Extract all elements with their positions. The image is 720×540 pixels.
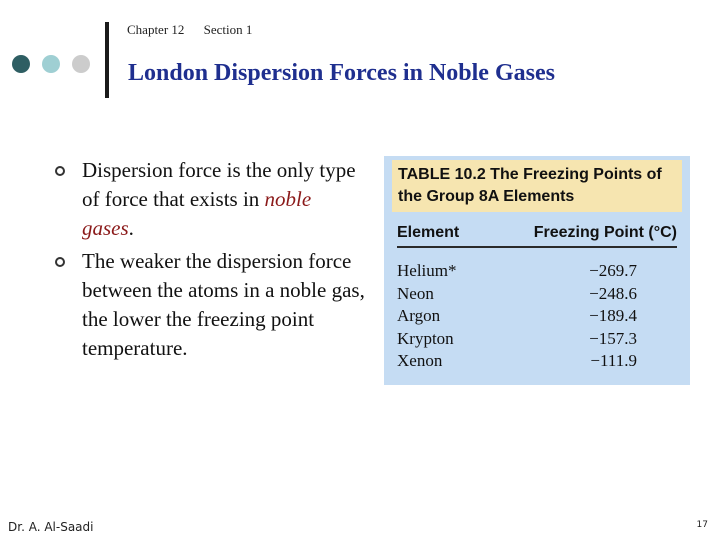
table-row xyxy=(397,283,637,306)
table-row xyxy=(397,350,637,373)
slide-header xyxy=(127,22,268,38)
bullet-circle-icon xyxy=(55,257,65,267)
bullet-1-emphasis: noble gases xyxy=(82,187,312,240)
bullet-2-text: The weaker the dispersion force between the atoms in a noble gas, the lower the freezing point temperature. xyxy=(82,249,365,360)
section-label: Section 1 xyxy=(203,22,253,37)
element-cell: Neon xyxy=(397,283,434,303)
decor-dot-2 xyxy=(42,55,60,73)
table-heading: TABLE 10.2 The Freezing Points of the Group 8A Elements xyxy=(392,160,682,212)
bullet-list xyxy=(52,156,367,367)
bullet-item-2 xyxy=(52,247,367,363)
title-divider xyxy=(105,22,109,98)
column-freezing-point-header: Freezing Point (°C) xyxy=(533,224,677,241)
table-body xyxy=(397,260,637,373)
freezing-point-table xyxy=(384,156,690,385)
freezing-point-cell: −269.7 xyxy=(589,261,637,280)
column-element-header: Element xyxy=(397,224,460,241)
freezing-point-cell: −157.3 xyxy=(589,328,637,348)
page-number: 17 xyxy=(696,520,708,530)
table-row xyxy=(397,305,637,328)
element-cell: Krypton xyxy=(397,328,454,348)
element-cell: Helium* xyxy=(397,261,457,280)
footer-author: Dr. A. Al-Saadi xyxy=(8,520,94,534)
freezing-point-cell: −111.9 xyxy=(590,351,637,370)
bullet-1-text: Dispersion force is the only type of force that exists in xyxy=(82,158,356,211)
bullet-item-1 xyxy=(52,156,367,243)
chapter-label: Chapter 12 xyxy=(127,22,185,37)
table-row xyxy=(397,260,637,283)
decor-dot-3 xyxy=(72,55,90,73)
table-row xyxy=(397,328,637,351)
slide-title: London Dispersion Forces in Noble Gases xyxy=(128,60,555,86)
freezing-point-cell: −248.6 xyxy=(589,283,637,303)
element-cell: Xenon xyxy=(397,351,443,370)
bullet-1-end: . xyxy=(128,216,134,240)
bullet-circle-icon xyxy=(55,166,65,176)
decor-dot-1 xyxy=(12,55,30,73)
table-column-headers xyxy=(397,224,677,242)
table-header-rule xyxy=(397,246,677,248)
element-cell: Argon xyxy=(397,306,441,325)
freezing-point-cell: −189.4 xyxy=(589,306,637,325)
